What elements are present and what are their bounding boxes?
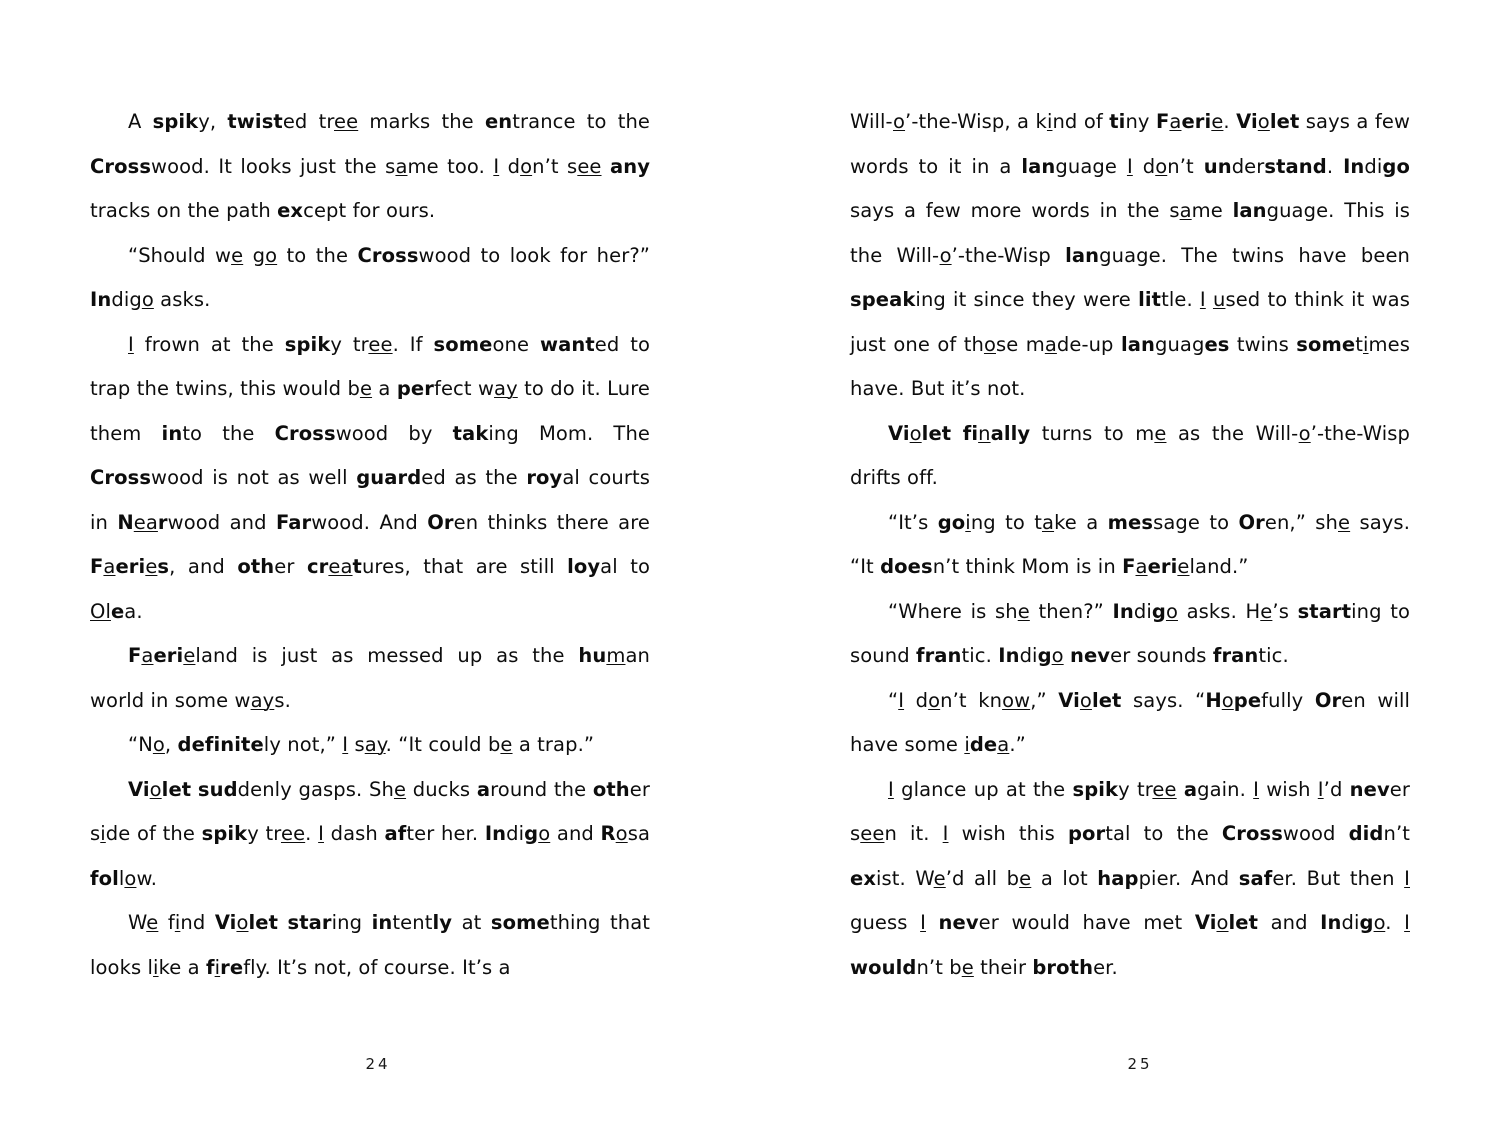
page-number: 25	[1127, 1055, 1153, 1073]
page-number: 24	[365, 1055, 391, 1073]
paragraph: We find Violet staring intently at something that looks like a firefly. It’s not, of course. It’s a	[90, 911, 650, 979]
paragraph: “Should we go to the Crosswood to look for her?” Indigo asks.	[90, 243, 650, 311]
paragraph: I glance up at the spiky tree again. I wish I’d never seen it. I wish this portal to the Crosswood didn’t exist. We’d all be a lot happier. And safer. But then I guess I never would have met Violet and Indigo. I wouldn’t be their brother.	[850, 777, 1411, 979]
paragraph: Will-o’-the-Wisp, a kind of tiny Faerie. Violet says a few words to it in a language I don’t understand. Indigo says a few more words in the same language. This is the Will-o’-the-Wisp language. The twins have been speaking it since they were little. I used to think it was just one of those made-up languages twins sometimes have. But it’s not.	[850, 110, 1411, 400]
paragraph: Violet finally turns to me as the Will-o’-the-Wisp drifts off.	[850, 421, 1410, 489]
paragraph: I frown at the spiky tree. If someone wanted to trap the twins, this would be a perfect way to do it. Lure them into the Crosswood by taking Mom. The Crosswood is not as well guarded as the royal courts in Nearwood and Farwood. And Oren thinks there are Faeries, and other creatures, that are still loyal to Olea.	[90, 332, 651, 623]
page-right	[750, 0, 1500, 1125]
paragraph: “I don’t know,” Violet says. “Hopefully Oren will have some idea.”	[850, 688, 1410, 756]
left-text-column	[90, 100, 650, 990]
paragraph: “It’s going to take a message to Oren,” she says. “It doesn’t think Mom is in Faerieland.”	[850, 510, 1410, 578]
paragraph: “No, definitely not,” I say. “It could be a trap.”	[128, 733, 595, 756]
paragraph: Violet suddenly gasps. She ducks around the other side of the spiky tree. I dash after her. Indigo and Rosa follow.	[90, 777, 650, 890]
right-text-column	[850, 100, 1410, 990]
paragraph: A spiky, twisted tree marks the entrance to the Crosswood. It looks just the same too. I don’t see any tracks on the path except for ours.	[90, 110, 651, 222]
paragraph: “Where is she then?” Indigo asks. He’s starting to sound frantic. Indigo never sounds frantic.	[850, 599, 1410, 667]
paragraph: Faerieland is just as messed up as the human world in some ways.	[90, 644, 650, 712]
